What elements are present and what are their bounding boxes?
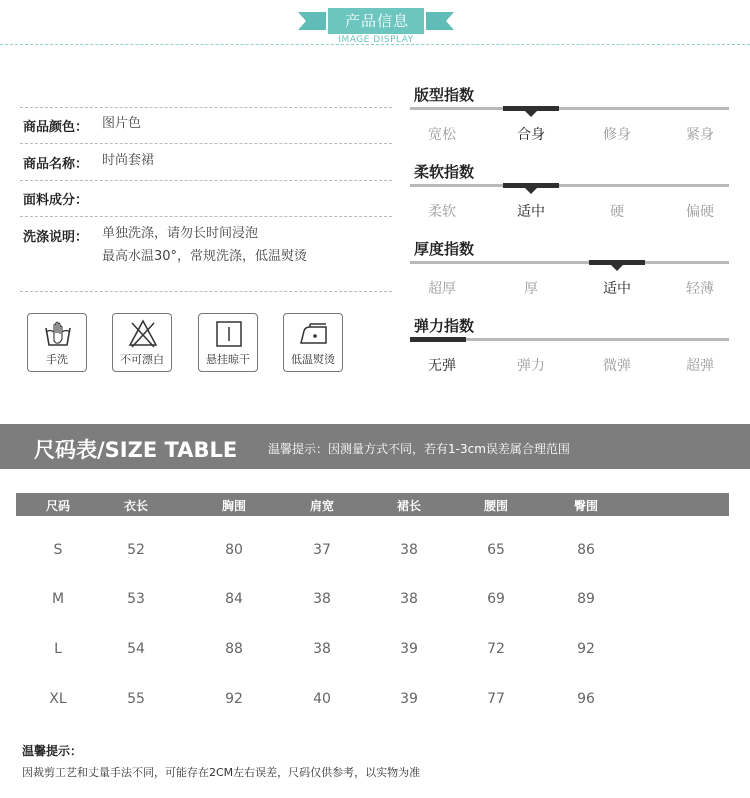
index-option: 轻薄: [686, 281, 714, 297]
column-header: 衣长: [123, 499, 148, 513]
table-cell: 65: [487, 542, 505, 558]
care-label: 悬挂晾干: [206, 353, 250, 366]
no-bleach-icon: [128, 319, 158, 349]
column-header: 裙长: [396, 499, 421, 513]
size-table-header: [16, 493, 729, 516]
header-ribbon: [298, 8, 454, 34]
index-pointer-icon: [525, 188, 537, 194]
low-iron-icon: [299, 319, 329, 349]
size-table-banner: [0, 424, 750, 469]
index-option: 硬: [610, 204, 624, 220]
column-header: 臀围: [573, 499, 598, 513]
table-cell: 38: [400, 591, 418, 607]
index-option: 超弹: [686, 358, 714, 374]
name-value: 时尚套裙: [102, 153, 155, 168]
care-label: 手洗: [46, 353, 68, 366]
table-cell: 37: [313, 542, 331, 558]
table-cell: 38: [313, 591, 331, 607]
care-no-bleach: [112, 313, 172, 372]
table-cell: 55: [127, 691, 145, 707]
index-option: 柔软: [428, 204, 456, 220]
index-option: 弹力: [517, 358, 545, 374]
index-option: 厚: [524, 281, 538, 297]
size-table-note: 温馨提示：因测量方式不同，若有1-3cm误差属合理范围: [268, 442, 570, 456]
wash-line-1: 单独洗涤，请勿长时间浸泡: [102, 226, 259, 241]
info-divider: [20, 107, 392, 108]
index-option: 适中: [517, 204, 545, 220]
index-pointer-icon: [611, 265, 623, 271]
index-title: 版型指数: [414, 86, 475, 104]
care-low-iron: [283, 313, 343, 372]
column-header: 尺码: [45, 499, 70, 513]
table-cell: 77: [487, 691, 505, 707]
index-option: 微弹: [603, 358, 631, 374]
index-title: 弹力指数: [414, 317, 475, 335]
fabric-label: 面料成分：: [23, 193, 89, 208]
table-cell: 40: [313, 691, 331, 707]
hand-wash-icon: [43, 319, 73, 349]
table-cell: XL: [49, 691, 67, 707]
index-option: 紧身: [686, 127, 714, 143]
tip-text: 因裁剪工艺和丈量手法不同，可能存在2CM左右误差，尺码仅供参考，以实物为准: [22, 766, 421, 779]
header-subtitle: IMAGE DISPLAY: [338, 35, 414, 45]
hang-dry-icon: [214, 319, 244, 349]
table-cell: 39: [400, 641, 418, 657]
name-label: 商品名称：: [23, 157, 89, 172]
wash-line-2: 最高水温30°，常规洗涤，低温熨烫: [102, 249, 308, 264]
table-cell: 89: [577, 591, 595, 607]
index-option: 偏硬: [686, 204, 714, 220]
index-option: 修身: [603, 127, 631, 143]
index-track: [410, 107, 729, 110]
index-option: 合身: [517, 127, 545, 143]
color-label: 商品颜色：: [23, 120, 89, 135]
index-track: [410, 261, 729, 264]
tip-title: 温馨提示：: [22, 744, 83, 758]
header-title: 产品信息: [344, 12, 409, 30]
table-cell: M: [51, 591, 65, 607]
index-title: 柔软指数: [414, 163, 475, 181]
color-value: 图片色: [102, 116, 142, 131]
index-pointer-icon: [525, 111, 537, 117]
table-cell: 92: [225, 691, 243, 707]
table-cell: 96: [577, 691, 595, 707]
table-cell: 38: [313, 641, 331, 657]
table-cell: 80: [225, 542, 243, 558]
table-cell: 86: [577, 542, 595, 558]
table-cell: 72: [487, 641, 505, 657]
column-header: 肩宽: [309, 499, 334, 513]
info-divider: [20, 180, 392, 181]
table-cell: 84: [225, 591, 243, 607]
care-label: 不可漂白: [120, 353, 164, 366]
table-cell: L: [54, 641, 62, 657]
info-divider: [20, 216, 392, 217]
index-title: 厚度指数: [414, 240, 475, 258]
table-cell: 52: [127, 542, 145, 558]
care-hand-wash: [27, 313, 87, 372]
index-option: 适中: [603, 281, 631, 297]
table-cell: 38: [400, 542, 418, 558]
table-cell: 69: [487, 591, 505, 607]
index-option: 超厚: [428, 281, 456, 297]
size-table-title: 尺码表/SIZE TABLE: [34, 438, 238, 462]
index-option: 宽松: [428, 127, 456, 143]
info-divider: [20, 291, 392, 292]
column-header: 胸围: [221, 499, 246, 513]
table-cell: 54: [127, 641, 145, 657]
care-hang-dry: [198, 313, 258, 372]
table-cell: 92: [577, 641, 595, 657]
table-cell: S: [53, 542, 63, 558]
table-cell: 53: [127, 591, 145, 607]
index-track: [410, 184, 729, 187]
wash-label: 洗涤说明：: [23, 230, 89, 245]
care-label: 低温熨烫: [291, 353, 335, 366]
index-option: 无弹: [428, 358, 456, 374]
table-cell: 88: [225, 641, 243, 657]
info-divider: [20, 143, 392, 144]
table-cell: 39: [400, 691, 418, 707]
column-header: 腰围: [483, 499, 508, 513]
index-marker: [410, 337, 466, 342]
